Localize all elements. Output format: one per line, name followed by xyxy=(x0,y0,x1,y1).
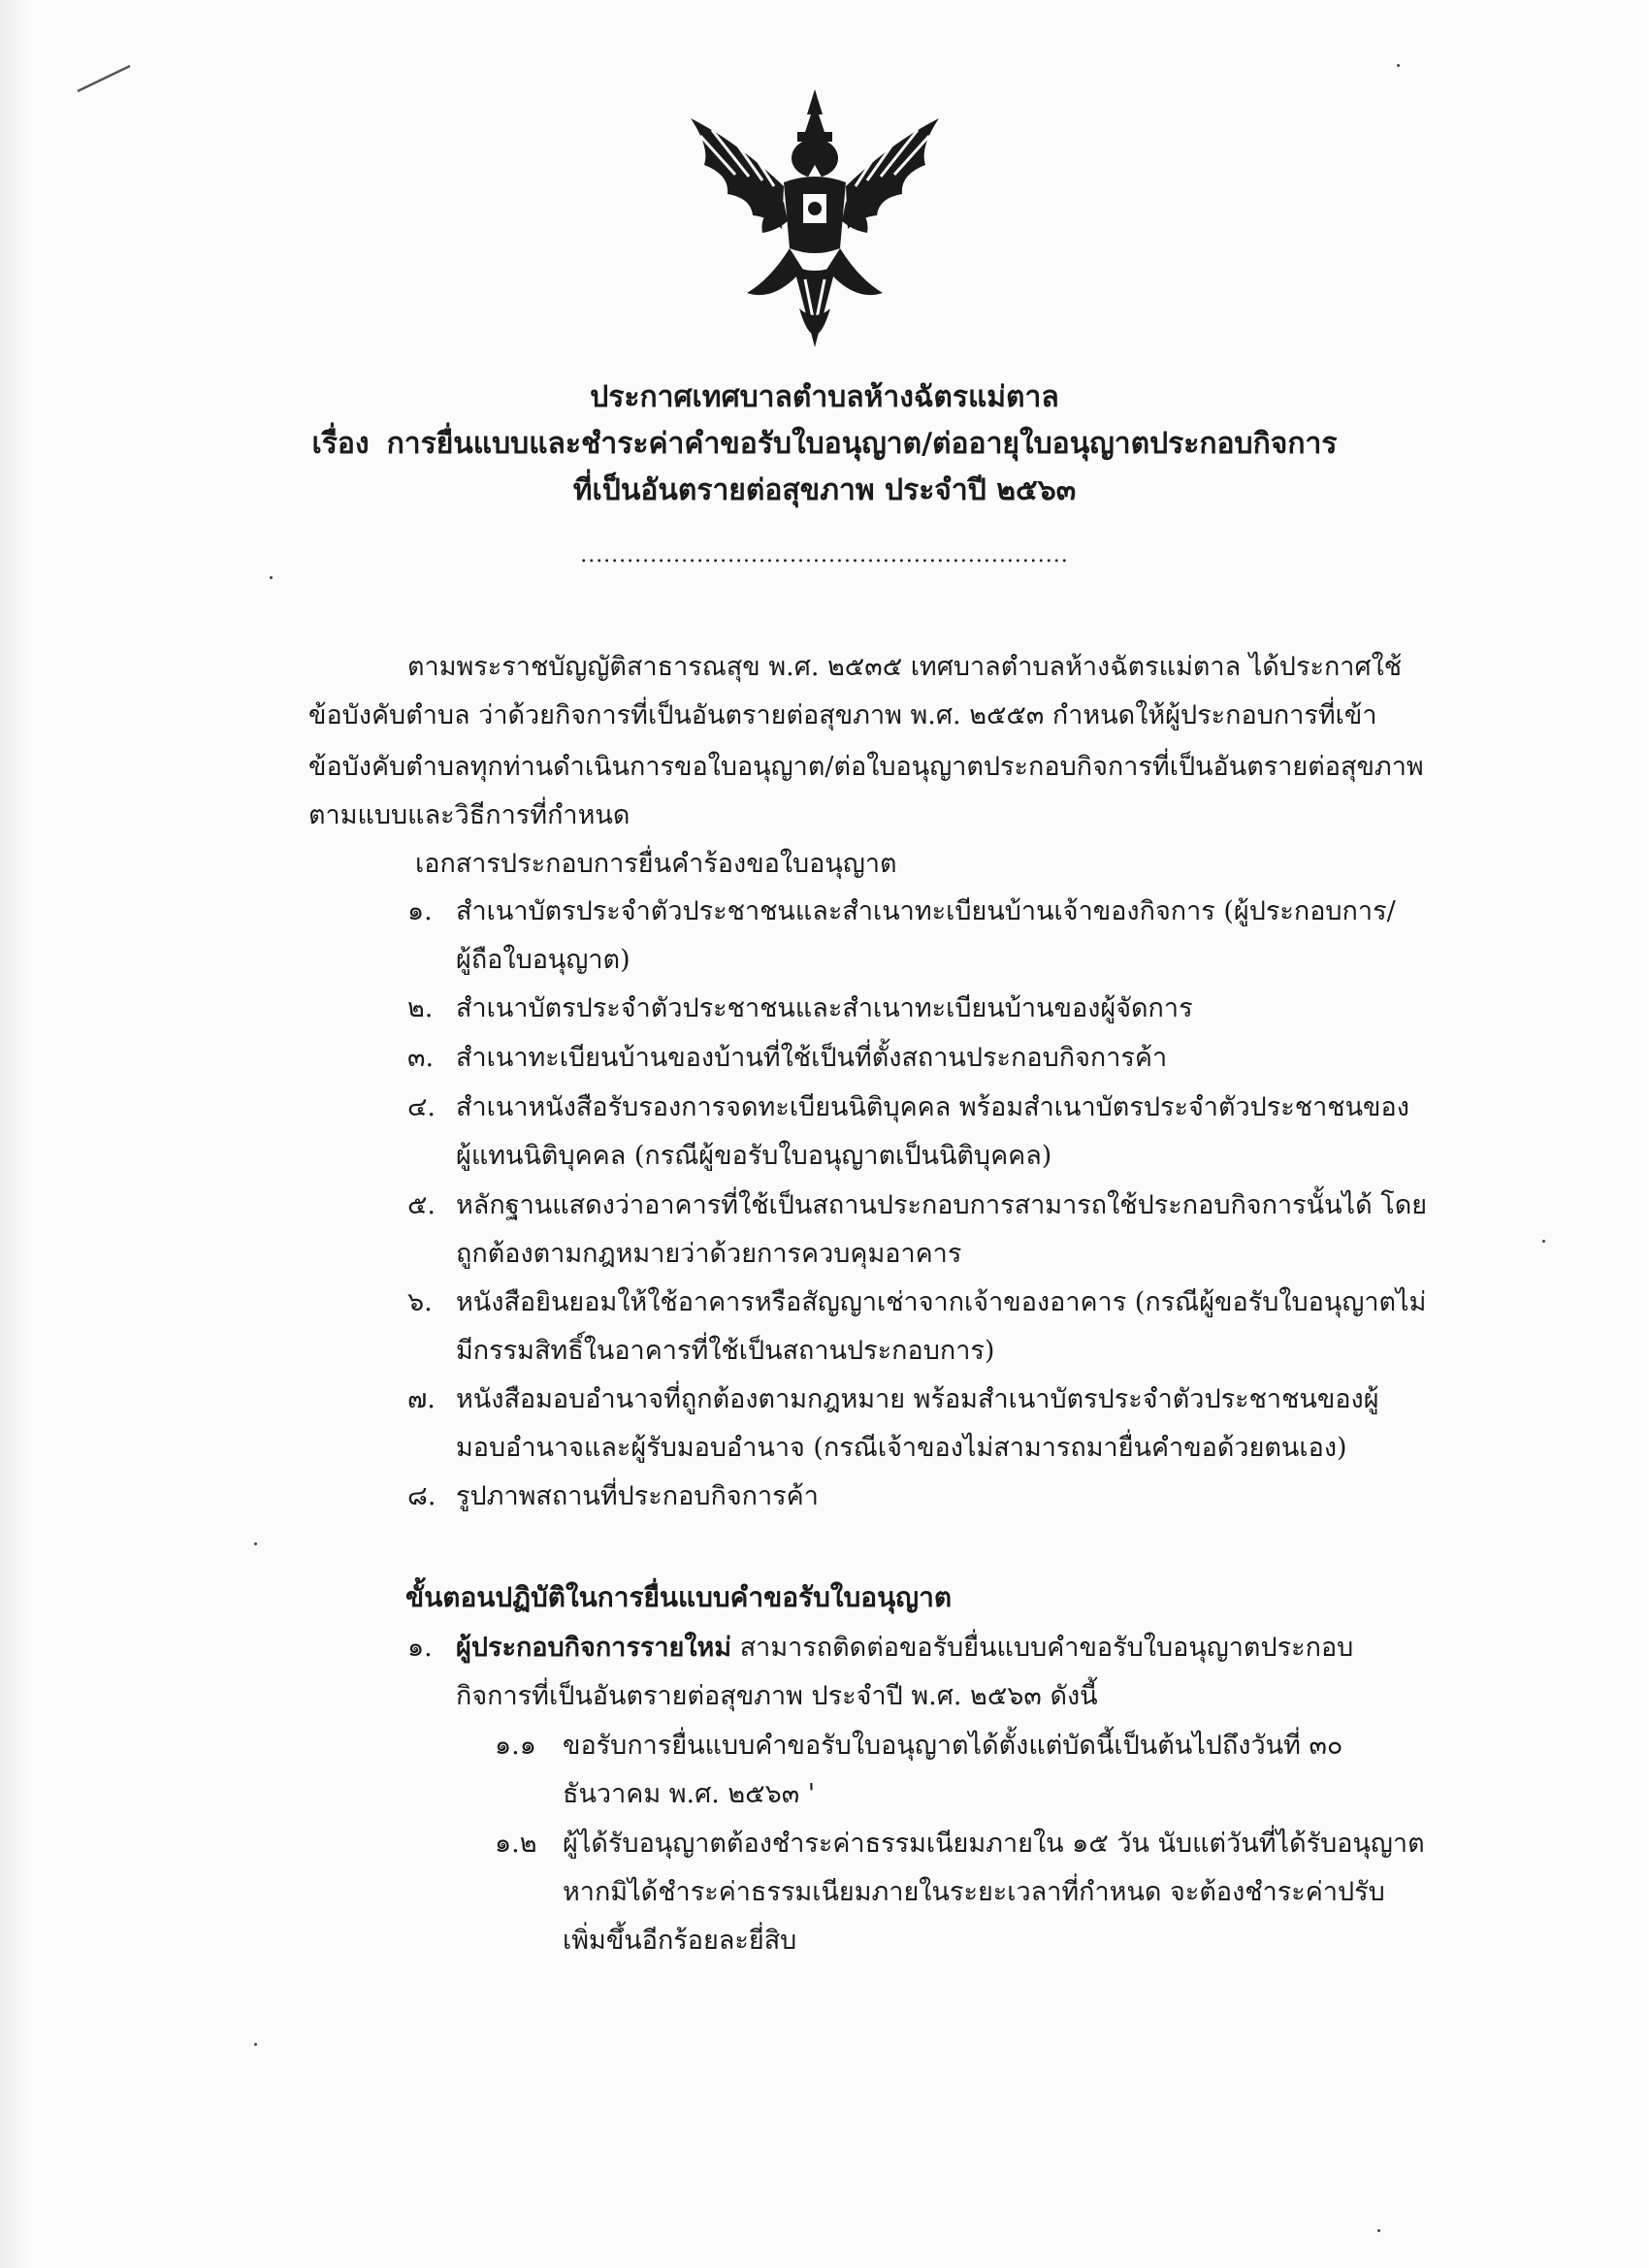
subject-label: เรื่อง xyxy=(311,427,370,461)
substep-line-1: ผู้ได้รับอนุญาตต้องชำระค่าธรรมเนียมภายใน ๑๕ วัน นับแต่วันที่ได้รับอนุญาต xyxy=(563,1829,1425,1859)
scan-speck xyxy=(1542,1240,1545,1243)
title-divider: ............................................................... xyxy=(580,543,1069,567)
scan-speck xyxy=(254,2043,257,2046)
scan-speck xyxy=(270,576,273,579)
intro-line-1: ตามพระราชบัญญัติสาธารณสุข พ.ศ. ๒๕๓๕ เทศบาลตำบลห้างฉัตรแม่ตาล ได้ประกาศใช้ xyxy=(407,652,1403,682)
item-text: สำเนาบัตรประจำตัวประชาชนและสำเนาทะเบียนบ้านของผู้จัดการ xyxy=(456,993,1193,1023)
item-line-2: ถูกต้องตามกฎหมายว่าด้วยการควบคุมอาคาร xyxy=(456,1239,962,1269)
announcement-title: ประกาศเทศบาลตำบลห้างฉัตรแม่ตาล xyxy=(590,380,1059,414)
step-number: ๑. xyxy=(407,1633,433,1663)
item-text xyxy=(456,1084,1445,1181)
documents-title: เอกสารประกอบการยื่นคำร้องขอใบอนุญาต xyxy=(415,849,897,879)
step-line-2: กิจการที่เป็นอันตรายต่อสุขภาพ ประจำปี พ.ศ. ๒๕๖๓ ดังนี้ xyxy=(456,1681,1098,1711)
item-text xyxy=(456,888,1445,985)
step-line-1: สามารถติดต่อขอรับยื่นแบบคำขอรับใบอนุญาตประกอบ xyxy=(731,1633,1354,1663)
item-number: ๓. xyxy=(407,1043,435,1073)
substep-text xyxy=(563,1722,1445,1819)
item-number: ๑. xyxy=(407,896,433,926)
item-number: ๗. xyxy=(407,1384,436,1414)
substep-number: ๑.๒ xyxy=(495,1829,537,1859)
item-line-2: ผู้ถือใบอนุญาต) xyxy=(456,945,630,975)
item-line-1: สำเนาบัตรประจำตัวประชาชนและสำเนาทะเบียนบ้านเจ้าของกิจการ (ผู้ประกอบการ/ xyxy=(456,896,1396,926)
item-line-1: หลักฐานแสดงว่าอาคารที่ใช้เป็นสถานประกอบการสามารถใช้ประกอบกิจการนั้นได้ โดย xyxy=(456,1190,1428,1220)
item-line-2: ผู้แทนนิติบุคคล (กรณีผู้ขอรับใบอนุญาตเป็นนิติบุคคล) xyxy=(456,1141,1052,1171)
step-emphasis: ผู้ประกอบกิจการรายใหม่ xyxy=(456,1633,732,1663)
item-line-1: หนังสือยินยอมให้ใช้อาคารหรือสัญญาเช่าจากเจ้าของอาคาร (กรณีผู้ขอรับใบอนุญาตไม่ xyxy=(456,1287,1427,1317)
scan-speck xyxy=(1397,64,1400,67)
procedure-title: ขั้นตอนปฏิบัติในการยื่นแบบคำขอรับใบอนุญาต xyxy=(405,1581,953,1613)
step-text xyxy=(456,1624,1445,1721)
substep-line-1: ขอรับการยื่นแบบคำขอรับใบอนุญาตได้ตั้งแต่บัดนี้เป็นต้นไปถึงวันที่ ๓๐ xyxy=(563,1731,1343,1761)
substep-number: ๑.๑ xyxy=(495,1731,536,1761)
scan-speck xyxy=(1377,2229,1380,2232)
item-line-2: มอบอำนาจและผู้รับมอบอำนาจ (กรณีเจ้าของไม่สามารถมายื่นคำขอด้วยตนเอง) xyxy=(456,1433,1347,1463)
pen-mark-icon xyxy=(76,64,132,93)
intro-line-4: ตามแบบและวิธีการที่กำหนด xyxy=(308,800,630,830)
item-number: ๒. xyxy=(407,993,434,1023)
item-number: ๔. xyxy=(407,1092,436,1122)
announcement-subject xyxy=(0,421,1649,467)
item-line-1: หนังสือมอบอำนาจที่ถูกต้องตามกฎหมาย พร้อมสำเนาบัตรประจำตัวประชาชนของผู้ xyxy=(456,1384,1379,1414)
item-text: สำเนาทะเบียนบ้านของบ้านที่ใช้เป็นที่ตั้งสถานประกอบกิจการค้า xyxy=(456,1043,1168,1073)
substep-text xyxy=(563,1820,1445,1965)
subject-line-2: ที่เป็นอันตรายต่อสุขภาพ ประจำปี ๒๕๖๓ xyxy=(572,473,1077,507)
intro-line-3: ข้อบังคับตำบลทุกท่านดำเนินการขอใบอนุญาต/ต่อใบอนุญาตประกอบกิจการที่เป็นอันตรายต่อสุขภาพ xyxy=(308,752,1424,782)
scan-speck xyxy=(254,1542,257,1545)
intro-line-2: ข้อบังคับตำบล ว่าด้วยกิจการที่เป็นอันตรายต่อสุขภาพ พ.ศ. ๒๕๕๓ กำหนดให้ผู้ประกอบการที่เข้า xyxy=(308,700,1377,730)
item-text: รูปภาพสถานที่ประกอบกิจการค้า xyxy=(456,1481,819,1511)
item-number: ๘. xyxy=(407,1481,436,1511)
item-line-1: สำเนาหนังสือรับรองการจดทะเบียนนิติบุคคล พร้อมสำเนาบัตรประจำตัวประชาชนของ xyxy=(456,1092,1409,1122)
substep-line-2: หากมิได้ชำระค่าธรรมเนียมภายในระยะเวลาที่กำหนด จะต้องชำระค่าปรับ xyxy=(563,1877,1385,1907)
scan-edge-shadow xyxy=(0,0,29,2268)
item-number: ๖. xyxy=(407,1287,433,1317)
item-text xyxy=(456,1376,1445,1473)
item-line-2: มีกรรมสิทธิ์ในอาคารที่ใช้เป็นสถานประกอบการ) xyxy=(456,1336,995,1366)
item-text xyxy=(456,1279,1445,1376)
subject-line-1: การยื่นแบบและชำระค่าคำขอรับใบอนุญาต/ต่ออายุใบอนุญาตประกอบกิจการ xyxy=(386,427,1338,461)
item-number: ๕. xyxy=(407,1190,436,1220)
garuda-emblem-icon xyxy=(669,85,960,362)
substep-line-3: เพิ่มขึ้นอีกร้อยละยี่สิบ xyxy=(563,1926,797,1956)
item-text xyxy=(456,1182,1445,1279)
substep-line-2: ธันวาคม พ.ศ. ๒๕๖๓ ' xyxy=(563,1779,816,1809)
